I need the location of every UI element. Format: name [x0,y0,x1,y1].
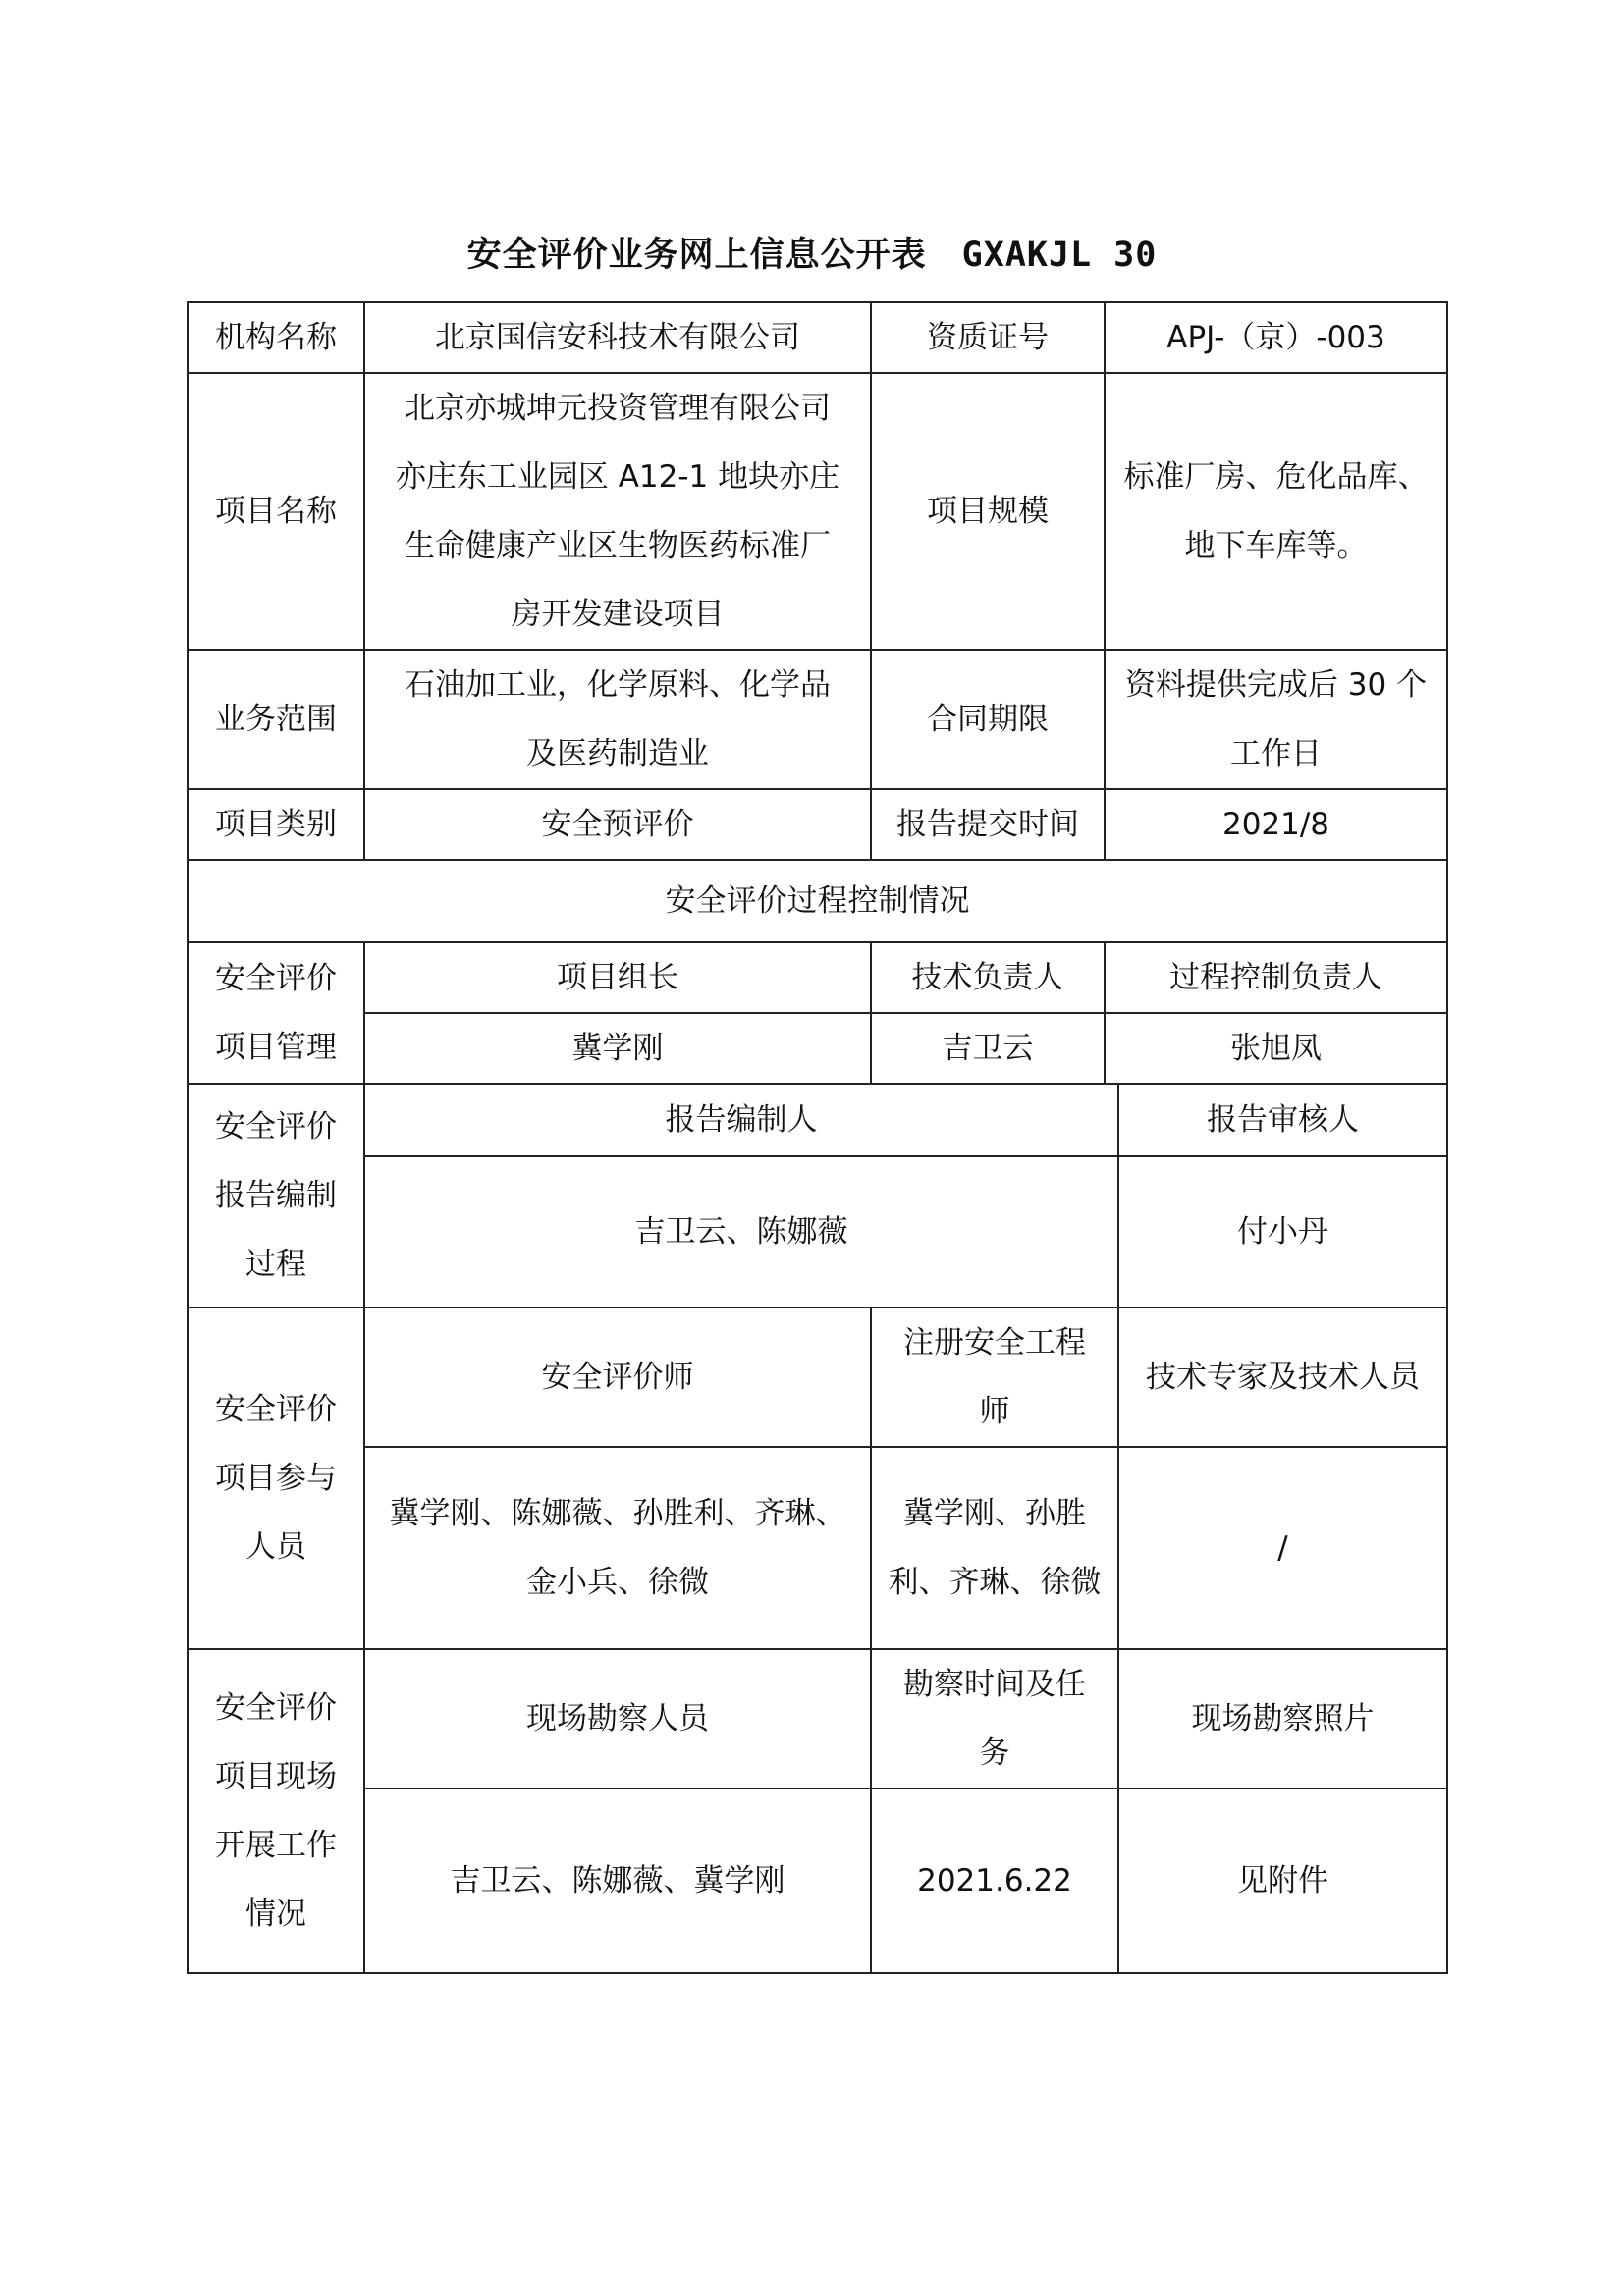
surveyor-header: 现场勘察人员 [364,1649,871,1789]
scale-label: 项目规模 [871,373,1105,650]
expert-header: 技术专家及技术人员 [1118,1308,1447,1447]
info-table [187,301,1448,1974]
site-label [188,1649,364,1973]
survey-time-value: 2021.6.22 [871,1789,1118,1973]
category-value: 安全预评价 [364,789,871,860]
staff-label-line: 安全评价 [215,1392,337,1427]
mgmt-label-line: 安全评价 [215,961,337,996]
site-label-line: 开展工作 [215,1828,337,1863]
report-label-line: 报告编制 [215,1178,337,1213]
engineer-line: 利、齐琳、徐微 [888,1565,1102,1600]
project-line: 生命健康产业区生物医药标准厂 [405,528,831,563]
report-label-line: 安全评价 [215,1109,337,1145]
engineer-header-line: 注册安全工程 [903,1325,1086,1361]
surveyor-value: 吉卫云、陈娜薇、冀学刚 [364,1789,871,1973]
org-label: 机构名称 [188,302,364,373]
site-label-line: 情况 [245,1896,306,1932]
scope-value [364,650,871,789]
reviewer-value: 付小丹 [1118,1156,1447,1308]
scope-line: 石油加工业，化学原料、化学品 [405,667,831,703]
leader-header: 项目组长 [364,942,871,1013]
report-label-line: 过程 [245,1247,306,1282]
engineer-header-line: 师 [979,1394,1010,1429]
expert-value: / [1118,1447,1447,1649]
table-row [188,1308,1447,1447]
author-value: 吉卫云、陈娜薇 [364,1156,1118,1308]
engineer-header [871,1308,1118,1447]
engineer-line: 冀学刚、孙胜 [903,1496,1086,1531]
tech-value: 吉卫云 [871,1013,1105,1084]
engineer-value [871,1447,1118,1649]
term-value [1105,650,1447,789]
assessor-value [364,1447,871,1649]
table-row [188,1013,1447,1084]
document-title: 安全评价业务网上信息公开表 [466,236,927,275]
tech-header: 技术负责人 [871,942,1105,1013]
table-row [188,1789,1447,1973]
page-title [0,228,1624,277]
cert-label: 资质证号 [871,302,1105,373]
table-row [188,650,1447,789]
scale-line: 标准厂房、危化品库、 [1123,459,1429,495]
term-line: 资料提供完成后 30 个 [1124,667,1428,703]
assessor-line: 金小兵、徐微 [526,1565,709,1600]
table-row [188,1084,1447,1156]
assessor-header: 安全评价师 [364,1308,871,1447]
category-label: 项目类别 [188,789,364,860]
report-label [188,1084,364,1308]
leader-value: 冀学刚 [364,1013,871,1084]
reviewer-header: 报告审核人 [1118,1084,1447,1156]
table-row [188,942,1447,1013]
table-row [188,860,1447,942]
section-title: 安全评价过程控制情况 [188,860,1447,942]
document-code: GXAKJL 30 [961,236,1158,275]
cert-value: APJ-（京）-003 [1105,302,1447,373]
assessor-line: 冀学刚、陈娜薇、孙胜利、齐琳、 [389,1496,846,1531]
project-line: 房开发建设项目 [511,597,725,632]
table-row [188,1649,1447,1789]
project-line: 北京亦城坤元投资管理有限公司 [405,391,831,426]
control-value: 张旭凤 [1105,1013,1447,1084]
staff-label [188,1308,364,1649]
term-line: 工作日 [1230,736,1322,772]
term-label: 合同期限 [871,650,1105,789]
site-label-line: 项目现场 [215,1759,337,1794]
survey-time-header [871,1649,1118,1789]
table-row [188,302,1447,373]
table-row [188,1156,1447,1308]
project-value [364,373,871,650]
table-row [188,1447,1447,1649]
table-row [188,373,1447,650]
control-header: 过程控制负责人 [1105,942,1447,1013]
scale-value [1105,373,1447,650]
scope-label: 业务范围 [188,650,364,789]
mgmt-label [188,942,364,1084]
photo-value: 见附件 [1118,1789,1447,1973]
photo-header: 现场勘察照片 [1118,1649,1447,1789]
survey-time-header-line: 勘察时间及任 [903,1667,1086,1702]
site-label-line: 安全评价 [215,1690,337,1726]
mgmt-label-line: 项目管理 [215,1030,337,1065]
staff-label-line: 项目参与 [215,1461,337,1496]
project-label: 项目名称 [188,373,364,650]
table-row [188,789,1447,860]
author-header: 报告编制人 [364,1084,1118,1156]
org-value: 北京国信安科技术有限公司 [364,302,871,373]
survey-time-header-line: 务 [979,1735,1010,1771]
scale-line: 地下车库等。 [1184,528,1368,563]
scope-line: 及医药制造业 [526,736,709,772]
submit-label: 报告提交时间 [871,789,1105,860]
staff-label-line: 人员 [245,1529,306,1565]
project-line: 亦庄东工业园区 A12-1 地块亦庄 [395,459,840,495]
submit-value: 2021/8 [1105,789,1447,860]
